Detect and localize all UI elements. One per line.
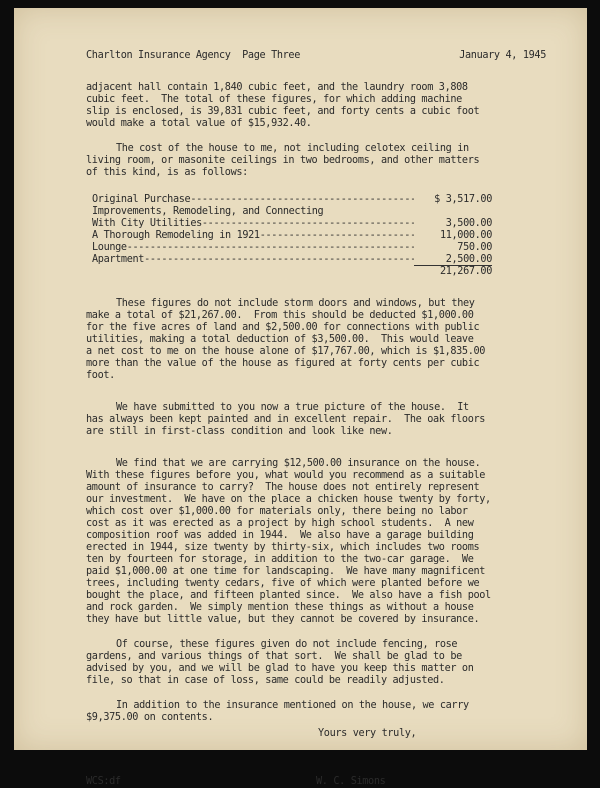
signature-block [86, 776, 556, 788]
paragraph-line: advised by you, and we will be glad to have you keep this matter on [86, 663, 474, 674]
paragraph-line: Of course, these figures given do not include fencing, rose [116, 639, 458, 650]
paragraph-line: These figures do not include storm doors and windows, but they [116, 298, 475, 309]
paragraph-line: ten by fourteen for storage, in addition to the two-car garage. We [86, 554, 474, 565]
signature-name: W. C. Simons [316, 776, 386, 787]
paragraph-line: The cost of the house to me, not including celotex ceiling in [116, 143, 469, 154]
paragraph-line: erected in 1944, size twenty by thirty-six, which includes two rooms [86, 542, 480, 553]
paragraph-line: are still in first-class condition and look like new. [86, 426, 393, 437]
paragraph-line: utilities, making a total deduction of $3,500.00. This would leave [86, 334, 474, 345]
paragraph-line: for the five acres of land and $2,500.00 for connections with public [86, 322, 480, 333]
paragraph-line: trees, including twenty cedars, five of which were planted before we [86, 578, 480, 589]
cost-amount: 3,500.00 [445, 218, 492, 229]
cost-row [92, 242, 492, 254]
paragraph-line: has always been kept painted and in excellent repair. The oak floors [86, 414, 486, 425]
paragraph-line: living room, or masonite ceilings in two bedrooms, and other matters [86, 155, 480, 166]
paragraph-line: In addition to the insurance mentioned on the house, we carry [116, 700, 469, 711]
paragraph-2 [86, 143, 556, 179]
paragraph-line: a net cost to me on the house alone of $17,767.00, which is $1,835.00 [86, 346, 486, 357]
cost-total-row [92, 266, 492, 278]
header-left: Charlton Insurance Agency Page Three [86, 50, 300, 61]
paragraph-3 [86, 298, 556, 382]
paragraph-line: adjacent hall contain 1,840 cubic feet, and the laundry room 3,808 [86, 82, 468, 93]
paragraph-line: composition roof was added in 1944. We also have a garage building [86, 530, 474, 541]
paragraph-line: of this kind, is as follows: [86, 167, 248, 178]
paragraph-6 [86, 639, 556, 687]
cost-row [92, 230, 492, 242]
cost-label: With City Utilities ----- [92, 218, 414, 230]
cost-amount: 11,000.00 [439, 230, 492, 241]
paragraph-line: gardens, and various things of that sort. We shall be glad to be [86, 651, 462, 662]
paragraph-line: We have submitted to you now a true picture of the house. It [116, 402, 469, 413]
cost-label: A Thorough Remodeling in 1921 ----- [92, 230, 414, 242]
cost-label: Apartment ----- [92, 254, 414, 266]
cost-amount: 2,500.00 [414, 254, 492, 266]
paragraph-line: amount of insurance to carry? The house does not entirely represent [86, 482, 480, 493]
paragraph-line: make a total of $21,267.00. From this should be deducted $1,000.00 [86, 310, 474, 321]
cost-amount: 750.00 [457, 242, 492, 253]
paragraph-line: more than the value of the house as figured at forty cents per cubic [86, 358, 480, 369]
header-date: January 4, 1945 [459, 50, 546, 61]
paragraph-line: paid $1,000.00 at one time for landscaping. We have many magnificent [86, 566, 486, 577]
paragraph-5 [86, 458, 556, 626]
cost-table [92, 194, 492, 278]
reference-initials: WCS:df [86, 776, 121, 787]
paragraph-1 [86, 82, 556, 130]
closing: Yours very truly, [318, 728, 417, 739]
cost-amount: $ 3,517.00 [434, 194, 492, 205]
paragraph-7 [86, 700, 556, 724]
paragraph-line: would make a total value of $15,932.40. [86, 118, 312, 129]
paragraph-line: file, so that in case of loss, same could be readily adjusted. [86, 675, 445, 686]
paragraph-line: cost as it was erected as a project by high school students. A new [86, 518, 474, 529]
paragraph-line: slip is enclosed, is 39,831 cubic feet, and forty cents a cubic foot [86, 106, 480, 117]
paragraph-line: foot. [86, 370, 115, 381]
cost-label: Improvements, Remodeling, and Connecting [92, 206, 324, 217]
paragraph-line: With these figures before you, what would you recommend as a suitable [86, 470, 486, 481]
cost-row [92, 206, 492, 218]
cost-row [92, 218, 492, 230]
letter-page [14, 8, 587, 787]
cost-label: Lounge ----- [92, 242, 414, 254]
paragraph-line: bought the place, and fifteen planted since. We also have a fish pool [86, 590, 491, 601]
cost-amount [414, 206, 492, 218]
paragraph-line: cubic feet. The total of these figures, for which adding machine [86, 94, 462, 105]
cost-row [92, 194, 492, 206]
letter-body [86, 50, 556, 788]
cost-total: 21,267.00 [439, 266, 492, 277]
paragraph-line: which cost over $1,000.00 for materials only, there being no labor [86, 506, 468, 517]
cost-row [92, 254, 492, 266]
paragraph-line: $9,375.00 on contents. [86, 712, 214, 723]
paragraph-line: and rock garden. We simply mention these things as without a house [86, 602, 474, 613]
paragraph-line: they have but little value, but they cannot be covered by insurance. [86, 614, 480, 625]
paragraph-4 [86, 402, 556, 438]
paragraph-line: our investment. We have on the place a chicken house twenty by forty, [86, 494, 491, 505]
page-header [86, 50, 546, 62]
cost-label: Original Purchase ----- [92, 194, 414, 206]
paragraph-line: We find that we are carrying $12,500.00 insurance on the house. [116, 458, 481, 469]
